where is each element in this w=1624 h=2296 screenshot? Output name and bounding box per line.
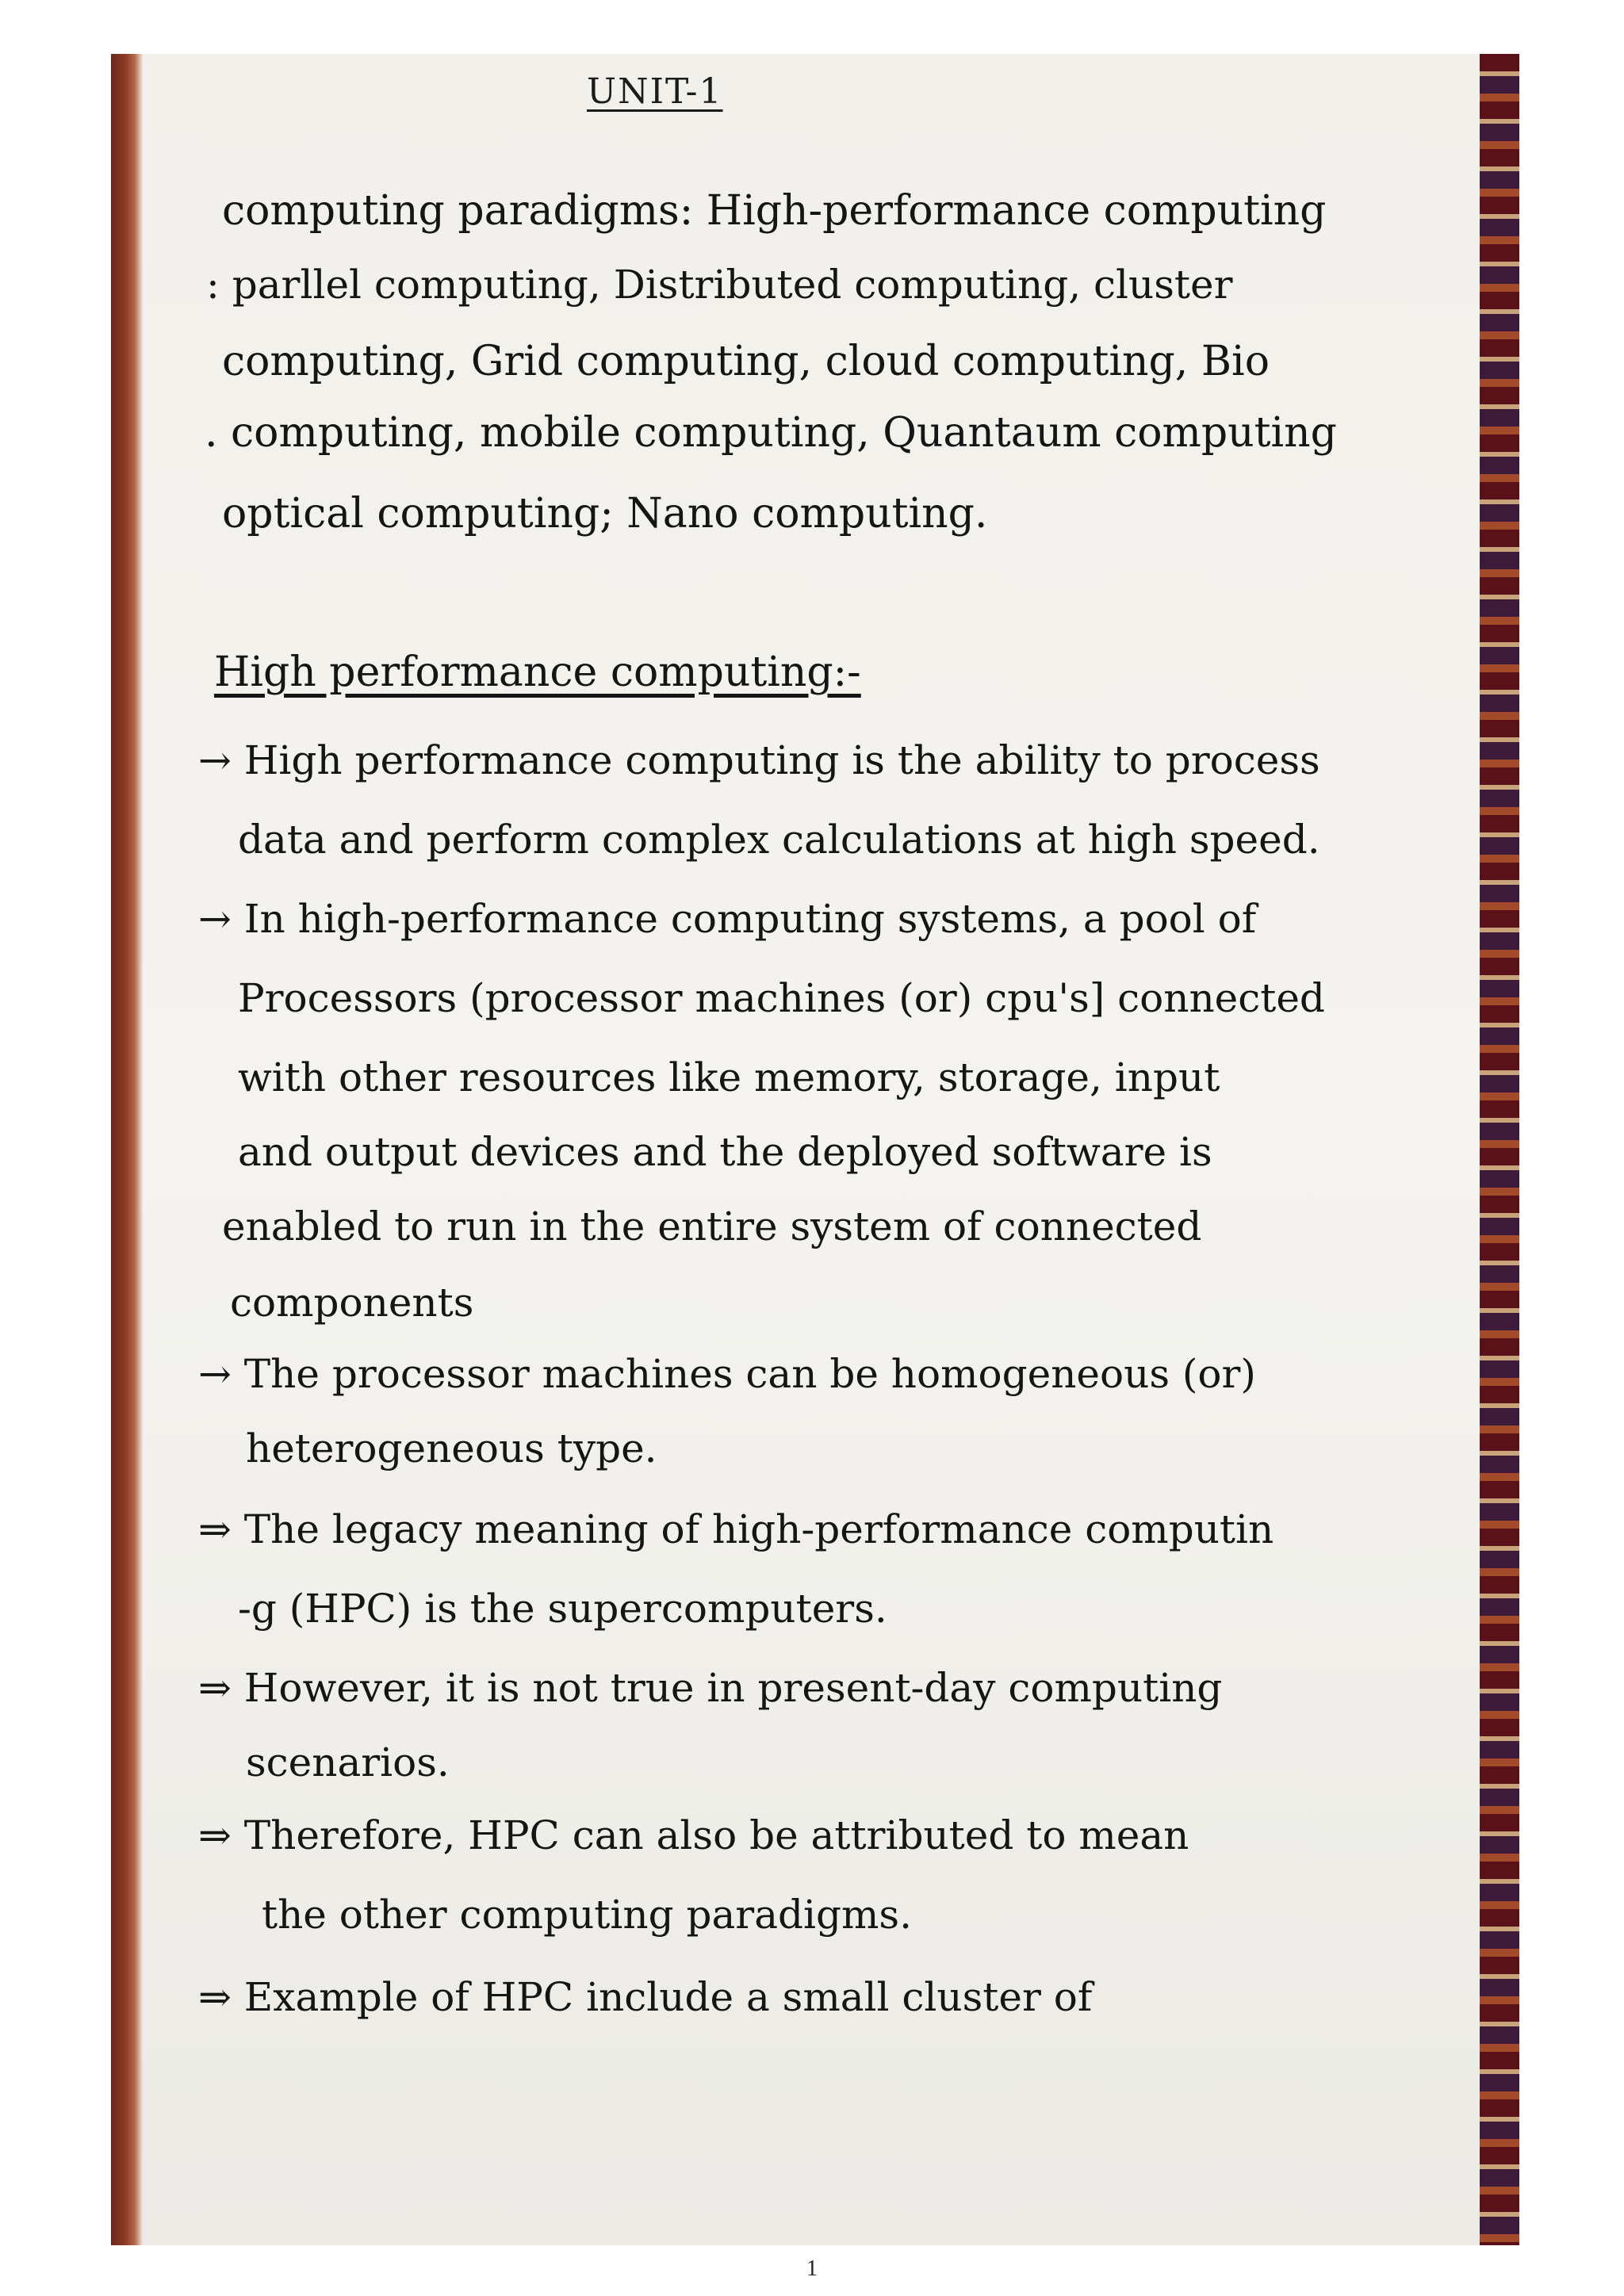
- notebook-photo: [111, 54, 1519, 2245]
- text-line: data and perform complex calculations at high speed.: [238, 817, 1320, 863]
- text-line: ⇒ Example of HPC include a small cluster of: [198, 1974, 1093, 2020]
- text-line: Processors (processor machines (or) cpu's] connected: [238, 975, 1325, 1021]
- text-line: computing paradigms: High-performance computing: [222, 187, 1327, 235]
- fabric-background: [1480, 54, 1519, 2245]
- text-line: scenarios.: [246, 1739, 450, 1785]
- text-line: . computing, mobile computing, Quantaum computing: [205, 409, 1337, 457]
- text-line: -g (HPC) is the supercomputers.: [238, 1586, 887, 1632]
- text-line: ⇒ However, it is not true in present-day computing: [198, 1665, 1223, 1711]
- text-line: with other resources like memory, storage, input: [238, 1054, 1220, 1100]
- text-line: heterogeneous type.: [246, 1425, 657, 1471]
- page-number: 1: [806, 2256, 818, 2281]
- text-line: → In high-performance computing systems, a pool of: [198, 896, 1257, 942]
- text-line: components: [230, 1280, 474, 1326]
- notebook-page: [143, 54, 1480, 2245]
- text-line: enabled to run in the entire system of connected: [222, 1203, 1202, 1249]
- text-line: and output devices and the deployed software is: [238, 1129, 1212, 1175]
- text-line: : parllel computing, Distributed computing, cluster: [206, 262, 1233, 308]
- page-title: UNIT-1: [587, 71, 723, 112]
- text-line: → High performance computing is the ability to process: [198, 737, 1320, 783]
- text-line: computing, Grid computing, cloud computing, Bio: [222, 338, 1270, 385]
- text-line: ⇒ The legacy meaning of high-performance computin: [198, 1506, 1274, 1552]
- text-line: ⇒ Therefore, HPC can also be attributed to mean: [198, 1812, 1189, 1858]
- text-line: the other computing paradigms.: [262, 1892, 912, 1938]
- text-line: optical computing; Nano computing.: [222, 490, 988, 538]
- section-heading: High performance computing:-: [214, 649, 861, 696]
- text-line: → The processor machines can be homogeneous (or): [198, 1351, 1256, 1397]
